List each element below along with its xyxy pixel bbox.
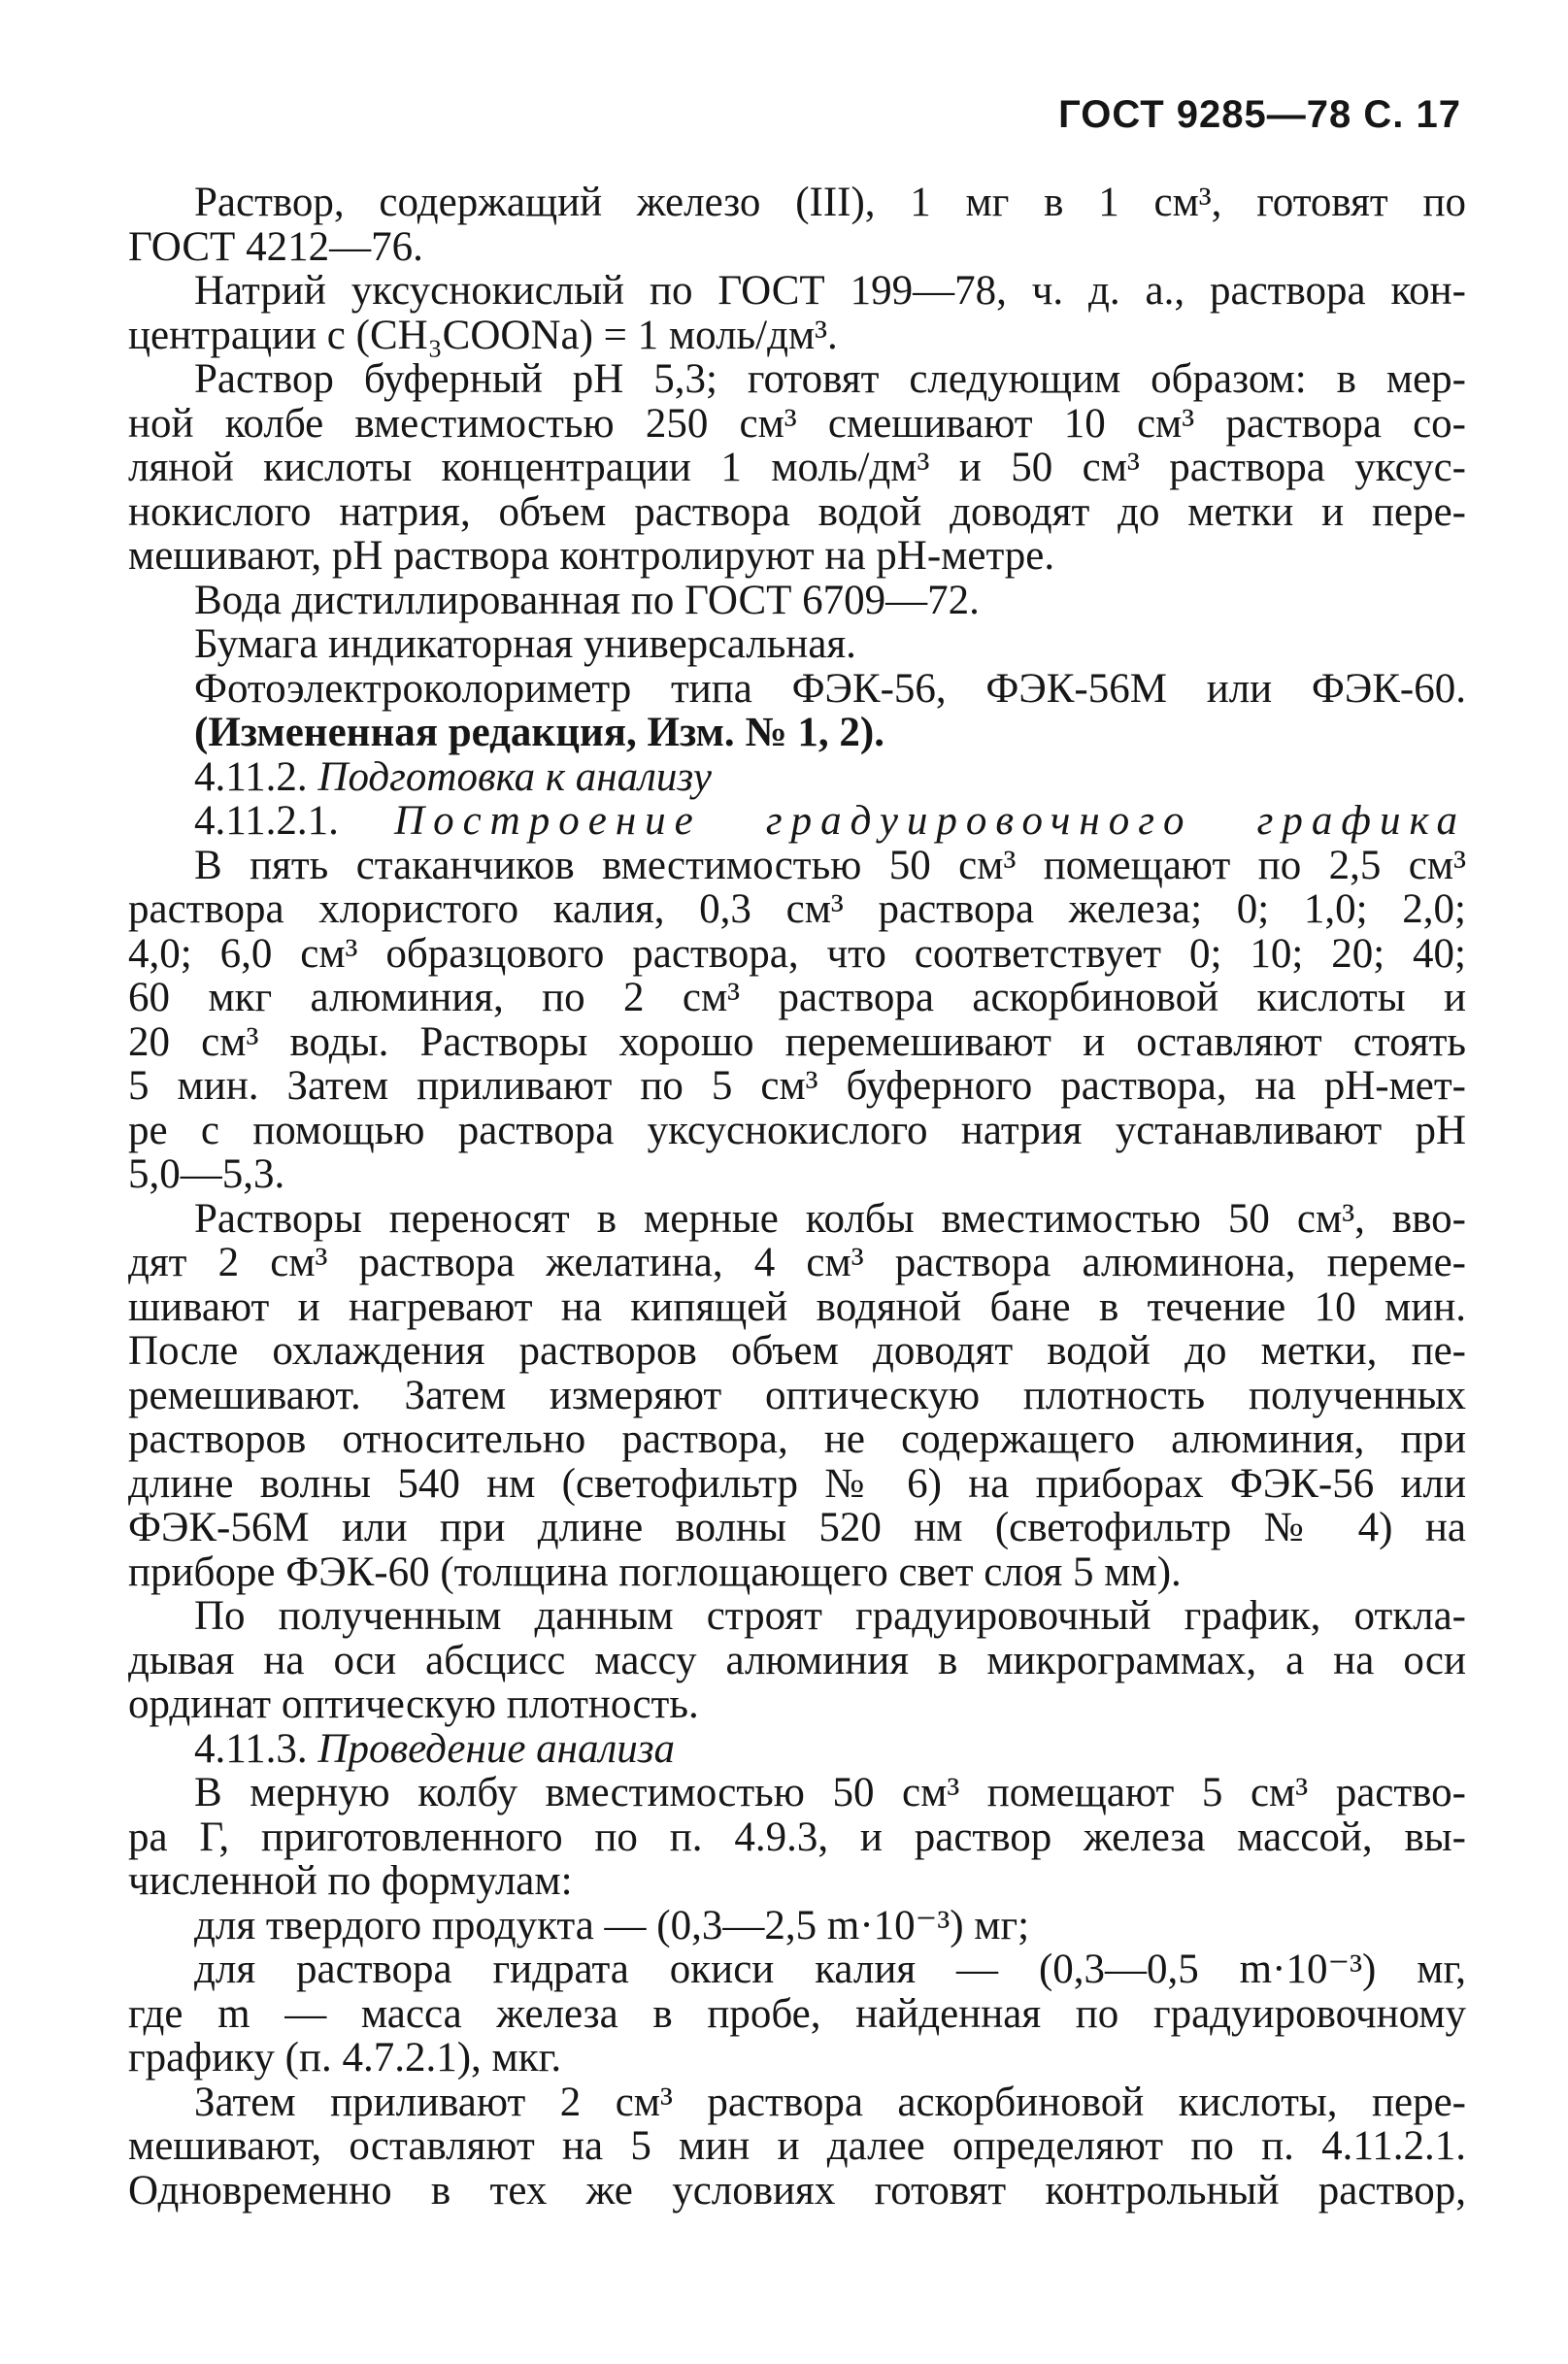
text-line: ординат оптическую плотность. bbox=[128, 1681, 699, 1727]
text-line: графику (п. 4.7.2.1), мкг. bbox=[128, 2035, 562, 2081]
text-line: Фотоэлектроколориметр типа ФЭК-56, ФЭК-56М или ФЭК-60. bbox=[194, 665, 1466, 712]
text-line bbox=[128, 1727, 1466, 1772]
text-line: Раствор буферный рН 5,3; готовят следующим образом: в мер- bbox=[194, 356, 1466, 402]
text-line: ГОСТ 4212—76. bbox=[128, 223, 423, 270]
section-number: 4.11.2.1. bbox=[194, 798, 395, 844]
text-line: Одновременно в тех же условиях готовят контрольный раствор, bbox=[128, 2167, 1466, 2214]
text-line: Растворы переносят в мерные колбы вместимостью 50 см³, вво- bbox=[194, 1195, 1466, 1242]
text-line: нокислого натрия, объем раствора водой доводят до метки и пере- bbox=[128, 488, 1466, 535]
text-line: 60 мкг алюминия, по 2 см³ раствора аскорбиновой кислоты и bbox=[128, 975, 1466, 1020]
text-line: Натрий уксуснокислый по ГОСТ 199—78, ч. д. а., раствора кон- bbox=[194, 268, 1466, 314]
section-title: Подготовка к анализу bbox=[317, 753, 712, 800]
text-line bbox=[128, 755, 1466, 800]
text-line: для твердого продукта — (0,3—2,5 m·10⁻³) мг; bbox=[194, 1902, 1030, 1948]
text-line: численной по формулам: bbox=[128, 1858, 573, 1904]
text-line: В мерную колбу вместимостью 50 см³ помещают 5 см³ раство- bbox=[194, 1770, 1466, 1815]
text-line: Раствор, содержащий железо (III), 1 мг в 1 см³, готовят по bbox=[194, 180, 1466, 225]
text-line: дят 2 см³ раствора желатина, 4 см³ раствора алюминона, переме- bbox=[128, 1240, 1466, 1285]
document-body bbox=[128, 181, 1466, 2213]
text-line: ной колбе вместимостью 250 см³ смешивают 10 см³ раствора со- bbox=[128, 400, 1466, 447]
text-line bbox=[128, 799, 1466, 844]
text-line: По полученным данным строят градуировочный график, откла- bbox=[194, 1593, 1466, 1639]
section-number: 4.11.3. bbox=[194, 1725, 318, 1772]
text-line: 5 мин. Затем приливают по 5 см³ буферного раствора, на рН-мет- bbox=[128, 1063, 1466, 1109]
text-line: Затем приливают 2 см³ раствора аскорбиновой кислоты, пере- bbox=[194, 2079, 1466, 2125]
text-line: где m — масса железа в пробе, найденная по градуировочному bbox=[128, 1990, 1466, 2037]
text-line: мешивают, оставляют на 5 мин и далее определяют по п. 4.11.2.1. bbox=[128, 2123, 1466, 2169]
section-title: Построение градуировочного графика bbox=[394, 798, 1467, 844]
text-line: ремешивают. Затем измеряют оптическую плотность полученных bbox=[128, 1372, 1466, 1418]
text-line: центрации c (CH₃COONa) = 1 моль/дм³. bbox=[128, 312, 838, 358]
text-line: 20 см³ воды. Растворы хорошо перемешивают и оставляют стоять bbox=[128, 1018, 1466, 1065]
text-line: В пять стаканчиков вместимостью 50 см³ помещают по 2,5 см³ bbox=[194, 842, 1466, 888]
text-line: шивают и нагревают на кипящей водяной бане в течение 10 мин. bbox=[128, 1283, 1466, 1330]
text-line: длине волны 540 нм (светофильтр № 6) на приборах ФЭК-56 или bbox=[128, 1460, 1466, 1507]
text-line: для раствора гидрата окиси калия — (0,3—0,5 m·10⁻³) мг, bbox=[194, 1947, 1466, 1992]
text-line: ФЭК-56М или при длине волны 520 нм (светофильтр № 4) на bbox=[128, 1505, 1466, 1550]
text-line: Вода дистиллированная по ГОСТ 6709—72. bbox=[194, 577, 980, 623]
text-line: дывая на оси абсцисс массу алюминия в микрограммах, а на оси bbox=[128, 1637, 1466, 1683]
section-title: Проведение анализа bbox=[317, 1725, 676, 1772]
text-line: После охлаждения растворов объем доводят водой до метки, пе- bbox=[128, 1328, 1466, 1374]
text-line: ляной кислоты концентрации 1 моль/дм³ и 50 см³ раствора уксус- bbox=[128, 445, 1466, 490]
text-line: 4,0; 6,0 см³ образцового раствора, что соответствует 0; 10; 20; 40; bbox=[128, 930, 1466, 977]
text-line: Бумага индикаторная универсальная. bbox=[194, 621, 856, 667]
text-line: приборе ФЭК-60 (толщина поглощающего свет слоя 5 мм). bbox=[128, 1548, 1182, 1595]
section-number: 4.11.2. bbox=[194, 753, 318, 800]
text-line: растворов относительно раствора, не содержащего алюминия, при bbox=[128, 1416, 1466, 1462]
text-line: раствора хлористого калия, 0,3 см³ раствора железа; 0; 1,0; 2,0; bbox=[128, 886, 1466, 932]
text-line: ра Г, приготовленного по п. 4.9.3, и раствор железа массой, вы- bbox=[128, 1814, 1466, 1860]
text-line: 5,0—5,3. bbox=[128, 1151, 285, 1197]
text-line: мешивают, рН раствора контролируют на рН-метре. bbox=[128, 533, 1055, 579]
text-line: (Измененная редакция, Изм. № 1, 2). bbox=[194, 710, 884, 755]
page-header: ГОСТ 9285—78 С. 17 bbox=[1058, 93, 1461, 136]
text-line: ре с помощью раствора уксуснокислого натрия устанавливают рН bbox=[128, 1107, 1466, 1153]
